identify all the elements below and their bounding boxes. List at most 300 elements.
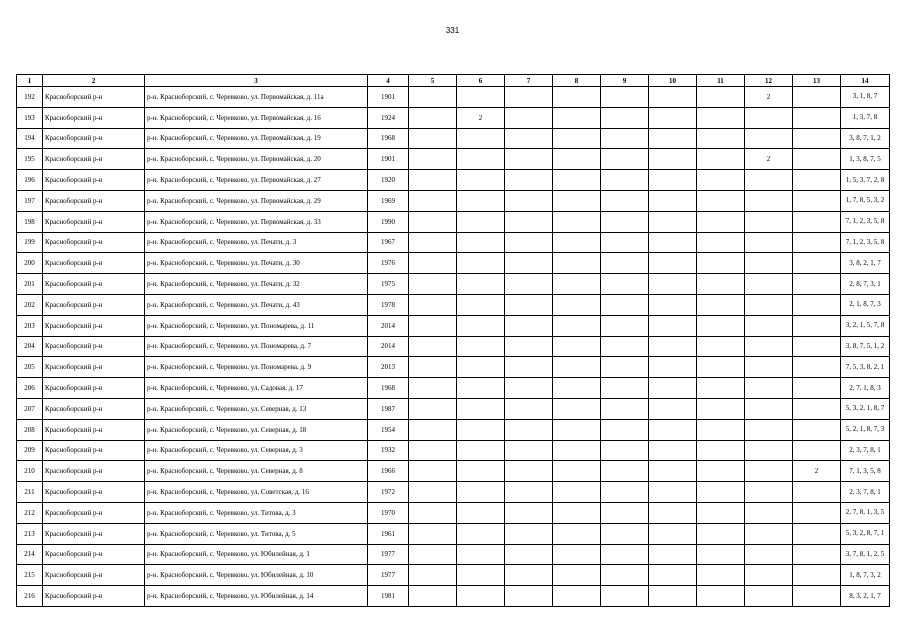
column-6-cell xyxy=(457,253,505,274)
row-number: 196 xyxy=(17,170,43,191)
empty-cell xyxy=(649,190,697,211)
empty-cell xyxy=(505,315,553,336)
empty-cell xyxy=(649,211,697,232)
empty-cell xyxy=(697,336,745,357)
column-6-cell xyxy=(457,211,505,232)
column-14-cell: 7, 1, 2, 3, 5, 8 xyxy=(841,211,890,232)
district-cell: Красноборский р-н xyxy=(43,128,145,149)
empty-cell xyxy=(697,544,745,565)
empty-cell xyxy=(649,294,697,315)
row-number: 194 xyxy=(17,128,43,149)
address-cell: р-н. Красноборский, с. Черевково, ул. Юбилейная, д. 14 xyxy=(145,586,368,607)
empty-cell xyxy=(553,274,601,295)
year-cell: 1961 xyxy=(368,523,409,544)
column-6-cell xyxy=(457,336,505,357)
empty-cell xyxy=(505,170,553,191)
column-6-cell xyxy=(457,232,505,253)
address-cell: р-н. Красноборский, с. Черевково, ул. Северная, д. 13 xyxy=(145,398,368,419)
column-6-cell xyxy=(457,398,505,419)
table-row xyxy=(17,544,890,565)
empty-cell xyxy=(649,87,697,108)
row-number: 192 xyxy=(17,87,43,108)
column-12-cell xyxy=(745,565,793,586)
empty-cell xyxy=(697,253,745,274)
empty-cell xyxy=(409,482,457,503)
empty-cell xyxy=(601,586,649,607)
empty-cell xyxy=(601,87,649,108)
empty-cell xyxy=(553,87,601,108)
column-12-cell xyxy=(745,294,793,315)
empty-cell xyxy=(505,586,553,607)
empty-cell xyxy=(409,170,457,191)
table-row xyxy=(17,586,890,607)
empty-cell xyxy=(697,523,745,544)
column-14-cell: 1, 3, 8, 7, 5 xyxy=(841,149,890,170)
empty-cell xyxy=(553,232,601,253)
year-cell: 2013 xyxy=(368,357,409,378)
empty-cell xyxy=(697,170,745,191)
table-row xyxy=(17,190,890,211)
year-cell: 1978 xyxy=(368,294,409,315)
column-12-cell xyxy=(745,523,793,544)
empty-cell xyxy=(553,253,601,274)
year-cell: 1901 xyxy=(368,87,409,108)
empty-cell xyxy=(553,398,601,419)
empty-cell xyxy=(409,294,457,315)
column-header-6: 6 xyxy=(457,75,505,87)
year-cell: 1967 xyxy=(368,232,409,253)
empty-cell xyxy=(697,586,745,607)
column-13-cell xyxy=(793,565,841,586)
column-13-cell xyxy=(793,544,841,565)
empty-cell xyxy=(553,523,601,544)
empty-cell xyxy=(553,128,601,149)
address-cell: р-н. Красноборский, с. Черевково, ул. Первомайская, д. 16 xyxy=(145,107,368,128)
column-12-cell xyxy=(745,378,793,399)
table-row xyxy=(17,502,890,523)
empty-cell xyxy=(553,315,601,336)
empty-cell xyxy=(409,149,457,170)
year-cell: 1966 xyxy=(368,461,409,482)
empty-cell xyxy=(409,378,457,399)
column-header-5: 5 xyxy=(409,75,457,87)
empty-cell xyxy=(409,253,457,274)
address-cell: р-н. Красноборский, с. Черевково, ул. Северная, д. 18 xyxy=(145,419,368,440)
empty-cell xyxy=(697,149,745,170)
column-13-cell xyxy=(793,253,841,274)
district-cell: Красноборский р-н xyxy=(43,565,145,586)
year-cell: 1977 xyxy=(368,565,409,586)
column-6-cell xyxy=(457,565,505,586)
empty-cell xyxy=(601,232,649,253)
year-cell: 1924 xyxy=(368,107,409,128)
empty-cell xyxy=(553,544,601,565)
empty-cell xyxy=(505,357,553,378)
table-row xyxy=(17,170,890,191)
empty-cell xyxy=(505,398,553,419)
column-6-cell xyxy=(457,523,505,544)
empty-cell xyxy=(649,502,697,523)
column-header-4: 4 xyxy=(368,75,409,87)
column-12-cell xyxy=(745,586,793,607)
column-6-cell xyxy=(457,482,505,503)
empty-cell xyxy=(409,565,457,586)
year-cell: 2014 xyxy=(368,315,409,336)
column-header-7: 7 xyxy=(505,75,553,87)
table-row xyxy=(17,378,890,399)
district-cell: Красноборский р-н xyxy=(43,357,145,378)
table-row xyxy=(17,128,890,149)
table-row xyxy=(17,565,890,586)
empty-cell xyxy=(649,336,697,357)
column-14-cell: 5, 2, 1, 8, 7, 3 xyxy=(841,419,890,440)
row-number: 210 xyxy=(17,461,43,482)
column-6-cell xyxy=(457,461,505,482)
district-cell: Красноборский р-н xyxy=(43,294,145,315)
empty-cell xyxy=(649,170,697,191)
page-number: 331 xyxy=(445,26,460,35)
empty-cell xyxy=(505,565,553,586)
empty-cell xyxy=(505,523,553,544)
row-number: 209 xyxy=(17,440,43,461)
address-cell: р-н. Красноборский, с. Черевково, ул. Советская, д. 16 xyxy=(145,482,368,503)
empty-cell xyxy=(409,87,457,108)
column-14-cell: 2, 7, 8, 1, 3, 5 xyxy=(841,502,890,523)
empty-cell xyxy=(649,440,697,461)
column-13-cell xyxy=(793,149,841,170)
empty-cell xyxy=(505,232,553,253)
empty-cell xyxy=(553,149,601,170)
column-14-cell: 1, 5, 3, 7, 2, 8 xyxy=(841,170,890,191)
district-cell: Красноборский р-н xyxy=(43,253,145,274)
empty-cell xyxy=(409,107,457,128)
column-6-cell xyxy=(457,128,505,149)
empty-cell xyxy=(601,419,649,440)
column-12-cell xyxy=(745,315,793,336)
column-12-cell xyxy=(745,253,793,274)
column-14-cell: 3, 7, 8, 1, 2, 5 xyxy=(841,544,890,565)
column-header-14: 14 xyxy=(841,75,890,87)
year-cell: 1977 xyxy=(368,544,409,565)
empty-cell xyxy=(649,357,697,378)
empty-cell xyxy=(697,357,745,378)
table-row xyxy=(17,461,890,482)
empty-cell xyxy=(697,440,745,461)
year-cell: 1932 xyxy=(368,440,409,461)
empty-cell xyxy=(697,482,745,503)
empty-cell xyxy=(409,211,457,232)
address-cell: р-н. Красноборский, с. Черевково, ул. Северная, д. 8 xyxy=(145,461,368,482)
empty-cell xyxy=(409,523,457,544)
address-cell: р-н. Красноборский, с. Черевково, ул. Первомайская, д. 11а xyxy=(145,87,368,108)
year-cell: 1969 xyxy=(368,190,409,211)
column-6-cell xyxy=(457,190,505,211)
empty-cell xyxy=(649,398,697,419)
district-cell: Красноборский р-н xyxy=(43,523,145,544)
table-row xyxy=(17,253,890,274)
column-14-cell: 2, 3, 7, 8, 1 xyxy=(841,482,890,503)
empty-cell xyxy=(505,274,553,295)
empty-cell xyxy=(649,107,697,128)
empty-cell xyxy=(505,336,553,357)
empty-cell xyxy=(649,586,697,607)
row-number: 207 xyxy=(17,398,43,419)
table-row xyxy=(17,336,890,357)
empty-cell xyxy=(601,170,649,191)
empty-cell xyxy=(505,190,553,211)
district-cell: Красноборский р-н xyxy=(43,211,145,232)
year-cell: 1981 xyxy=(368,586,409,607)
empty-cell xyxy=(649,523,697,544)
column-14-cell: 2, 7, 1, 8, 3 xyxy=(841,378,890,399)
column-14-cell: 5, 3, 2, 8, 7, 1 xyxy=(841,523,890,544)
column-12-cell xyxy=(745,232,793,253)
table-row xyxy=(17,419,890,440)
district-cell: Красноборский р-н xyxy=(43,232,145,253)
column-13-cell xyxy=(793,211,841,232)
column-13-cell xyxy=(793,523,841,544)
empty-cell xyxy=(697,565,745,586)
empty-cell xyxy=(505,128,553,149)
column-13-cell xyxy=(793,107,841,128)
empty-cell xyxy=(553,586,601,607)
empty-cell xyxy=(409,440,457,461)
district-cell: Красноборский р-н xyxy=(43,107,145,128)
address-cell: р-н. Красноборский, с. Черевково, ул. Печати, д. 32 xyxy=(145,274,368,295)
address-cell: р-н. Красноборский, с. Черевково, ул. Северная, д. 3 xyxy=(145,440,368,461)
column-6-cell: 2 xyxy=(457,107,505,128)
row-number: 206 xyxy=(17,378,43,399)
column-13-cell xyxy=(793,315,841,336)
empty-cell xyxy=(601,294,649,315)
row-number: 203 xyxy=(17,315,43,336)
empty-cell xyxy=(505,440,553,461)
empty-cell xyxy=(409,232,457,253)
empty-cell xyxy=(553,461,601,482)
column-6-cell xyxy=(457,378,505,399)
column-14-cell: 7, 1, 3, 5, 8 xyxy=(841,461,890,482)
empty-cell xyxy=(553,336,601,357)
empty-cell xyxy=(505,502,553,523)
column-6-cell xyxy=(457,419,505,440)
district-cell: Красноборский р-н xyxy=(43,87,145,108)
empty-cell xyxy=(409,190,457,211)
column-14-cell: 2, 8, 7, 3, 1 xyxy=(841,274,890,295)
column-header-8: 8 xyxy=(553,75,601,87)
empty-cell xyxy=(649,253,697,274)
empty-cell xyxy=(649,149,697,170)
column-13-cell xyxy=(793,378,841,399)
column-13-cell xyxy=(793,274,841,295)
column-header-10: 10 xyxy=(649,75,697,87)
year-cell: 1972 xyxy=(368,482,409,503)
column-14-cell: 7, 5, 3, 8, 2, 1 xyxy=(841,357,890,378)
table-row xyxy=(17,294,890,315)
address-cell: р-н. Красноборский, с. Черевково, ул. Первомайская, д. 27 xyxy=(145,170,368,191)
column-header-3: 3 xyxy=(145,75,368,87)
column-header-2: 2 xyxy=(43,75,145,87)
empty-cell xyxy=(601,544,649,565)
column-13-cell xyxy=(793,232,841,253)
empty-cell xyxy=(505,107,553,128)
column-6-cell xyxy=(457,544,505,565)
column-12-cell xyxy=(745,398,793,419)
empty-cell xyxy=(505,482,553,503)
empty-cell xyxy=(601,336,649,357)
empty-cell xyxy=(553,211,601,232)
district-cell: Красноборский р-н xyxy=(43,461,145,482)
row-number: 200 xyxy=(17,253,43,274)
header-row xyxy=(17,75,890,87)
empty-cell xyxy=(697,232,745,253)
empty-cell xyxy=(409,336,457,357)
empty-cell xyxy=(505,294,553,315)
column-6-cell xyxy=(457,149,505,170)
column-13-cell xyxy=(793,128,841,149)
registry-table xyxy=(16,74,890,607)
column-14-cell: 8, 3, 2, 1, 7 xyxy=(841,586,890,607)
address-cell: р-н. Красноборский, с. Черевково, ул. Титова, д. 3 xyxy=(145,502,368,523)
address-cell: р-н. Красноборский, с. Черевково, ул. Печати, д. 30 xyxy=(145,253,368,274)
column-12-cell xyxy=(745,502,793,523)
empty-cell xyxy=(649,482,697,503)
table-row xyxy=(17,274,890,295)
address-cell: р-н. Красноборский, с. Черевково, ул. Печати, д. 3 xyxy=(145,232,368,253)
year-cell: 1987 xyxy=(368,398,409,419)
empty-cell xyxy=(601,378,649,399)
column-13-cell xyxy=(793,357,841,378)
empty-cell xyxy=(553,565,601,586)
empty-cell xyxy=(505,544,553,565)
empty-cell xyxy=(601,107,649,128)
column-12-cell xyxy=(745,336,793,357)
row-number: 198 xyxy=(17,211,43,232)
row-number: 214 xyxy=(17,544,43,565)
address-cell: р-н. Красноборский, с. Черевково, ул. Первомайская, д. 19 xyxy=(145,128,368,149)
empty-cell xyxy=(601,565,649,586)
column-12-cell xyxy=(745,128,793,149)
column-14-cell: 1, 8, 7, 3, 2 xyxy=(841,565,890,586)
year-cell: 1901 xyxy=(368,149,409,170)
empty-cell xyxy=(409,398,457,419)
empty-cell xyxy=(697,461,745,482)
address-cell: р-н. Красноборский, с. Черевково, ул. Первомайская, д. 29 xyxy=(145,190,368,211)
empty-cell xyxy=(409,586,457,607)
empty-cell xyxy=(553,170,601,191)
empty-cell xyxy=(649,274,697,295)
column-12-cell: 2 xyxy=(745,87,793,108)
column-14-cell: 5, 3, 2, 1, 8, 7 xyxy=(841,398,890,419)
empty-cell xyxy=(697,211,745,232)
column-6-cell xyxy=(457,87,505,108)
district-cell: Красноборский р-н xyxy=(43,336,145,357)
year-cell: 1976 xyxy=(368,253,409,274)
row-number: 201 xyxy=(17,274,43,295)
empty-cell xyxy=(697,315,745,336)
table-row xyxy=(17,523,890,544)
year-cell: 1970 xyxy=(368,502,409,523)
table-row xyxy=(17,107,890,128)
column-13-cell xyxy=(793,482,841,503)
column-6-cell xyxy=(457,357,505,378)
column-6-cell xyxy=(457,170,505,191)
row-number: 202 xyxy=(17,294,43,315)
empty-cell xyxy=(409,502,457,523)
empty-cell xyxy=(505,461,553,482)
district-cell: Красноборский р-н xyxy=(43,378,145,399)
column-14-cell: 1, 7, 8, 5, 3, 2 xyxy=(841,190,890,211)
table-header xyxy=(17,75,890,87)
row-number: 216 xyxy=(17,586,43,607)
empty-cell xyxy=(505,378,553,399)
column-13-cell xyxy=(793,398,841,419)
empty-cell xyxy=(649,378,697,399)
year-cell: 1975 xyxy=(368,274,409,295)
column-header-12: 12 xyxy=(745,75,793,87)
district-cell: Красноборский р-н xyxy=(43,274,145,295)
address-cell: р-н. Красноборский, с. Черевково, ул. Юбилейная, д. 1 xyxy=(145,544,368,565)
address-cell: р-н. Красноборский, с. Черевково, ул. Печати, д. 43 xyxy=(145,294,368,315)
empty-cell xyxy=(505,253,553,274)
district-cell: Красноборский р-н xyxy=(43,149,145,170)
empty-cell xyxy=(601,523,649,544)
column-6-cell xyxy=(457,586,505,607)
empty-cell xyxy=(553,378,601,399)
address-cell: р-н. Красноборский, с. Черевково, ул. Первомайская, д. 33 xyxy=(145,211,368,232)
empty-cell xyxy=(649,565,697,586)
column-13-cell xyxy=(793,336,841,357)
empty-cell xyxy=(409,128,457,149)
empty-cell xyxy=(553,294,601,315)
table-row xyxy=(17,482,890,503)
year-cell: 1920 xyxy=(368,170,409,191)
column-13-cell: 2 xyxy=(793,461,841,482)
column-13-cell xyxy=(793,586,841,607)
empty-cell xyxy=(601,253,649,274)
column-12-cell xyxy=(745,357,793,378)
empty-cell xyxy=(649,461,697,482)
row-number: 193 xyxy=(17,107,43,128)
district-cell: Красноборский р-н xyxy=(43,419,145,440)
table-row xyxy=(17,357,890,378)
column-14-cell: 7, 1, 2, 3, 5, 8 xyxy=(841,232,890,253)
table-row xyxy=(17,315,890,336)
empty-cell xyxy=(601,440,649,461)
empty-cell xyxy=(649,232,697,253)
empty-cell xyxy=(601,315,649,336)
district-cell: Красноборский р-н xyxy=(43,170,145,191)
column-14-cell: 2, 3, 7, 8, 1 xyxy=(841,440,890,461)
column-13-cell xyxy=(793,190,841,211)
empty-cell xyxy=(697,128,745,149)
empty-cell xyxy=(505,149,553,170)
column-12-cell xyxy=(745,211,793,232)
empty-cell xyxy=(409,357,457,378)
year-cell: 1954 xyxy=(368,419,409,440)
empty-cell xyxy=(409,544,457,565)
empty-cell xyxy=(697,190,745,211)
empty-cell xyxy=(697,294,745,315)
empty-cell xyxy=(649,544,697,565)
column-header-11: 11 xyxy=(697,75,745,87)
column-6-cell xyxy=(457,294,505,315)
district-cell: Красноборский р-н xyxy=(43,502,145,523)
empty-cell xyxy=(409,419,457,440)
column-14-cell: 1, 3, 7, 8 xyxy=(841,107,890,128)
row-number: 205 xyxy=(17,357,43,378)
address-cell: р-н. Красноборский, с. Черевково, ул. Пономарева, д. 11 xyxy=(145,315,368,336)
column-14-cell: 2, 1, 8, 7, 3 xyxy=(841,294,890,315)
